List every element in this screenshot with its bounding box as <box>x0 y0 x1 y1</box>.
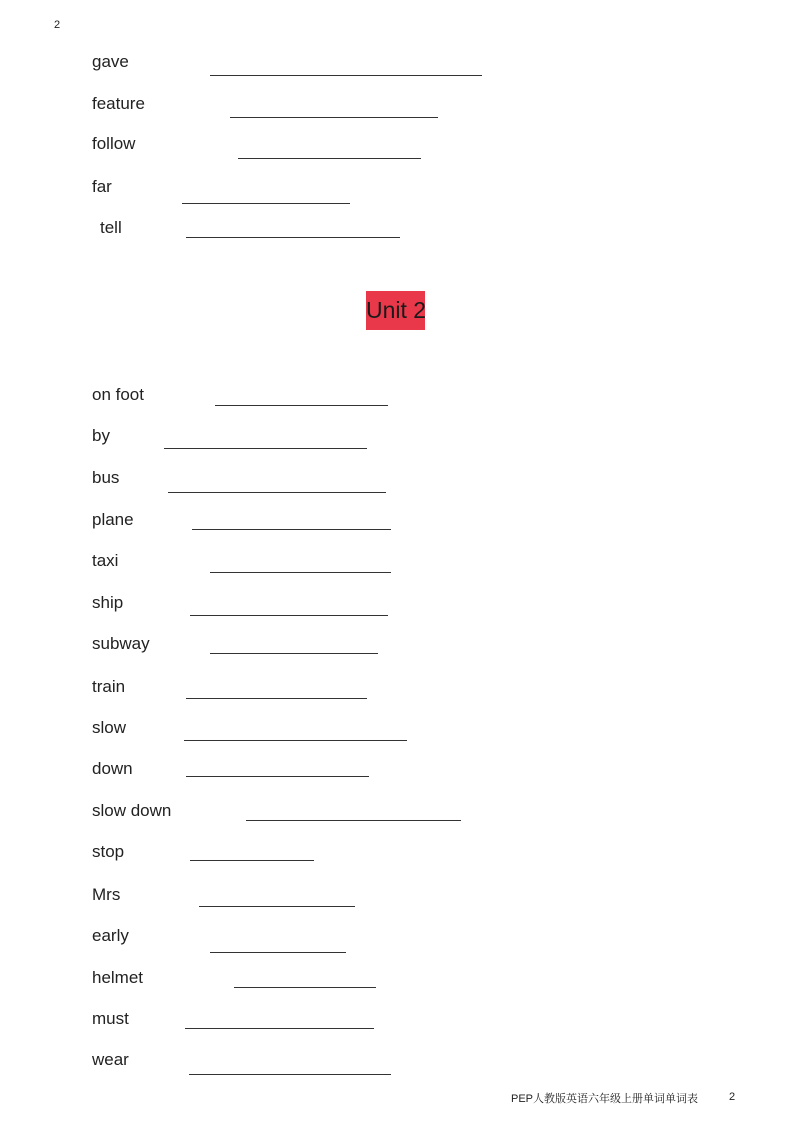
answer-blank[interactable] <box>210 653 378 654</box>
vocab-word: tell <box>100 218 122 237</box>
answer-blank[interactable] <box>238 158 421 159</box>
answer-blank[interactable] <box>190 860 314 861</box>
answer-blank[interactable] <box>186 237 400 238</box>
vocab-word: ship <box>92 593 124 612</box>
vocab-word: early <box>92 926 129 945</box>
vocab-word: bus <box>92 468 120 487</box>
answer-blank[interactable] <box>210 572 391 573</box>
vocab-word: follow <box>92 134 136 153</box>
vocab-word: helmet <box>92 968 144 987</box>
answer-blank[interactable] <box>186 698 367 699</box>
vocab-word: gave <box>92 52 129 71</box>
answer-blank[interactable] <box>215 405 388 406</box>
answer-blank[interactable] <box>184 740 407 741</box>
answer-blank[interactable] <box>168 492 386 493</box>
answer-blank[interactable] <box>192 529 391 530</box>
answer-blank[interactable] <box>164 448 367 449</box>
vocab-word: down <box>92 759 133 778</box>
answer-blank[interactable] <box>185 1028 374 1029</box>
answer-blank[interactable] <box>186 776 369 777</box>
vocab-word: must <box>92 1009 129 1028</box>
footer-title: PEP人教版英语六年级上册单词单词表 <box>511 1093 699 1105</box>
answer-blank[interactable] <box>230 117 438 118</box>
unit-heading: Unit 2 <box>366 291 425 330</box>
footer-page-number: 2 <box>729 1091 736 1103</box>
vocab-word: far <box>92 177 112 196</box>
vocab-word: stop <box>92 842 125 861</box>
page-number-top: 2 <box>54 19 61 31</box>
vocab-word: subway <box>92 634 150 653</box>
answer-blank[interactable] <box>190 615 388 616</box>
answer-blank[interactable] <box>246 820 461 821</box>
answer-blank[interactable] <box>234 987 376 988</box>
vocab-word: taxi <box>92 551 119 570</box>
vocab-word: by <box>92 426 110 445</box>
answer-blank[interactable] <box>189 1074 391 1075</box>
vocab-word: on foot <box>92 385 144 404</box>
answer-blank[interactable] <box>210 75 482 76</box>
vocab-word: feature <box>92 94 145 113</box>
vocab-word: slow down <box>92 801 172 820</box>
vocab-word: plane <box>92 510 134 529</box>
answer-blank[interactable] <box>199 906 355 907</box>
vocab-word: Mrs <box>92 885 121 904</box>
vocab-word: train <box>92 677 126 696</box>
answer-blank[interactable] <box>182 203 350 204</box>
vocab-word: wear <box>92 1050 129 1069</box>
vocab-word: slow <box>92 718 127 737</box>
answer-blank[interactable] <box>210 952 346 953</box>
